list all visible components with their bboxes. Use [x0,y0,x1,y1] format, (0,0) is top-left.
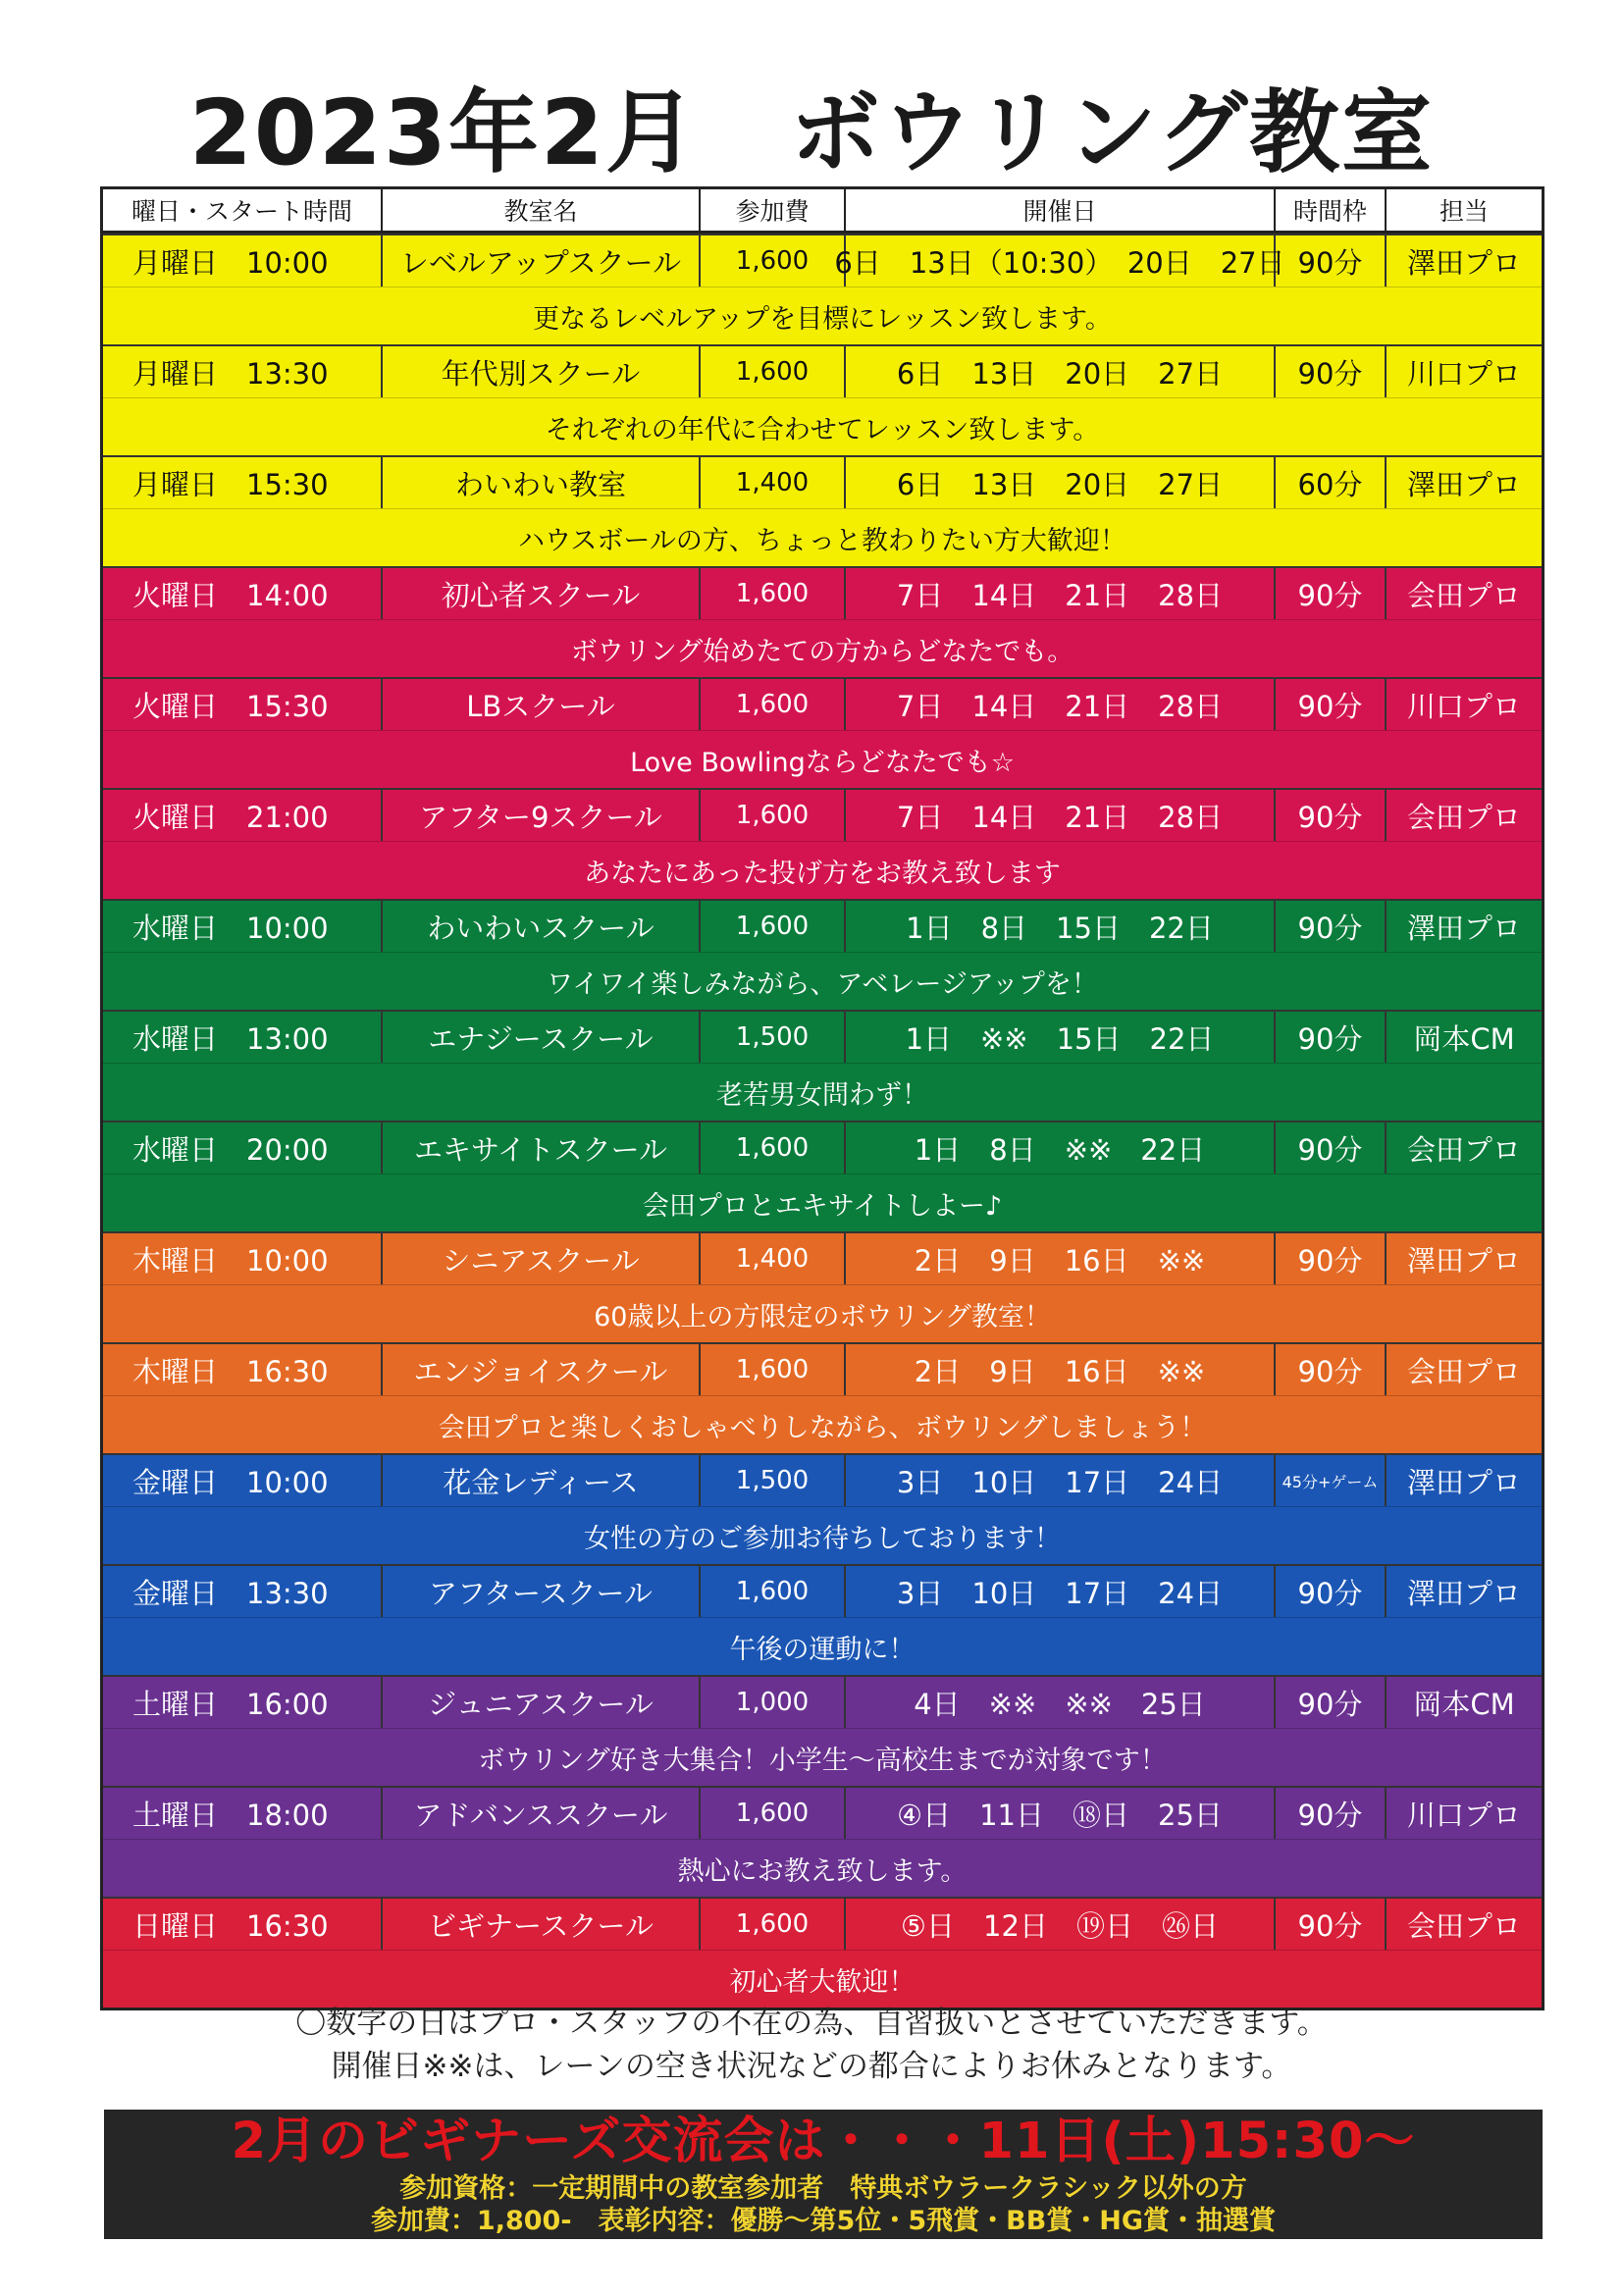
class-block [103,1786,1542,1897]
dates-cell: 1日 ※※ 15日 22日 [846,1012,1276,1063]
fee-cell: 1,600 [701,568,846,619]
fee-cell: 1,600 [701,235,846,287]
dates-cell: 1日 8日 15日 22日 [846,901,1276,952]
time-frame-cell: 45分+ゲーム [1276,1455,1387,1506]
instructor-cell: 澤田プロ [1406,1465,1521,1499]
fee-cell: 1,600 [701,679,846,730]
fee-cell: 1,500 [701,1455,846,1506]
class-name-cell: 花金レディース [383,1455,701,1506]
class-description: 午後の運動に！ [103,1617,1542,1675]
table-header [103,189,1542,234]
day-time-cell: 月曜日 15:30 [103,457,383,508]
class-description: ハウスボールの方、ちょっと教わりたい方大歓迎！ [103,508,1542,566]
class-name-cell: わいわいスクール [383,901,701,952]
class-description: ボウリング好き大集合！小学生～高校生までが対象です！ [103,1728,1542,1786]
event-headline: 2月のビギナーズ交流会は・・・11日(土)15:30～ [231,2113,1416,2170]
class-block [103,677,1542,788]
dates-cell: 6日 13日（10:30） 20日 27日 [846,235,1276,287]
class-name-cell: エンジョイスクール [383,1344,701,1395]
day-time-cell: 月曜日 10:00 [103,235,383,287]
time-frame-cell: 90分 [1276,1344,1387,1395]
class-block [103,1564,1542,1675]
fee-cell: 1,600 [701,1344,846,1395]
day-time-cell: 火曜日 15:30 [103,679,383,730]
instructor-cell: 会田プロ [1406,578,1521,612]
day-time-cell: 土曜日 16:00 [103,1677,383,1728]
day-time-cell: 水曜日 20:00 [103,1122,383,1174]
time-frame-cell: 90分 [1276,1566,1387,1617]
class-description: あなたにあった投げ方をお教え致します [103,841,1542,899]
header-frame: 時間枠 [1276,189,1387,231]
time-frame-cell: 90分 [1276,1899,1387,1950]
day-time-cell: 木曜日 16:30 [103,1344,383,1395]
dates-cell: 6日 13日 20日 27日 [846,346,1276,397]
table-row [103,788,1542,841]
day-time-cell: 火曜日 14:00 [103,568,383,619]
class-name-cell: ビギナースクール [383,1899,701,1950]
fee-cell: 1,000 [701,1677,846,1728]
header-class-name: 教室名 [383,189,701,231]
instructor-cell: 会田プロ [1406,1132,1521,1167]
table-body [103,234,1542,2008]
class-description: 熱心にお教え致します。 [103,1839,1542,1897]
instructor-cell: 澤田プロ [1406,245,1521,280]
day-time-cell: 金曜日 13:30 [103,1566,383,1617]
fee-cell: 1,600 [701,1566,846,1617]
instructor-cell: 澤田プロ [1406,1243,1521,1278]
time-frame-cell: 90分 [1276,1788,1387,1839]
class-description: 会田プロとエキサイトしよー♪ [103,1174,1542,1231]
fee-cell: 1,600 [701,1788,846,1839]
event-fee-awards: 参加費：1,800- 表彰内容：優勝～第5位・5飛賞・BB賞・HG賞・抽選賞 [370,2206,1277,2236]
time-frame-cell: 90分 [1276,1677,1387,1728]
day-time-cell: 水曜日 10:00 [103,901,383,952]
table-row [103,1897,1542,1950]
dates-cell: ④日 11日 ⑱日 25日 [846,1788,1276,1839]
class-name-cell: アフター9スクール [383,790,701,841]
fee-cell: 1,600 [701,790,846,841]
class-description: ワイワイ楽しみながら、アベレージアップを！ [103,952,1542,1010]
time-frame-cell: 90分 [1276,1122,1387,1174]
table-row [103,1675,1542,1728]
class-description: Love Bowlingならどなたでも☆ [103,730,1542,788]
table-row [103,566,1542,619]
notes [0,2002,1623,2088]
class-name-cell: アフタースクール [383,1566,701,1617]
class-name-cell: ジュニアスクール [383,1677,701,1728]
table-row [103,344,1542,397]
instructor-cell: 澤田プロ [1406,911,1521,945]
day-time-cell: 木曜日 10:00 [103,1233,383,1284]
class-name-cell: わいわい教室 [383,457,701,508]
header-dates: 開催日 [846,189,1276,231]
class-block [103,788,1542,899]
dates-cell: 7日 14日 21日 28日 [846,679,1276,730]
fee-cell: 1,600 [701,1122,846,1174]
class-block [103,455,1542,566]
time-frame-cell: 60分 [1276,457,1387,508]
header-day-time: 曜日・スタート時間 [103,189,383,231]
note-circled-numbers: 〇数字の日はプロ・スタッフの不在の為、自習扱いとさせていただきます。 [295,2006,1328,2041]
table-row [103,1231,1542,1284]
class-description: それぞれの年代に合わせてレッスン致します。 [103,397,1542,455]
class-block [103,1121,1542,1231]
class-name-cell: LBスクール [383,679,701,730]
day-time-cell: 金曜日 10:00 [103,1455,383,1506]
time-frame-cell: 90分 [1276,790,1387,841]
class-block [103,1342,1542,1453]
header-instructor: 担当 [1439,197,1489,226]
instructor-cell: 岡本CM [1413,1687,1515,1721]
fee-cell: 1,500 [701,1012,846,1063]
instructor-cell: 会田プロ [1406,1908,1521,1943]
time-frame-cell: 90分 [1276,679,1387,730]
dates-cell: ⑤日 12日 ⑲日 ㉖日 [846,1899,1276,1950]
table-row [103,899,1542,952]
dates-cell: 4日 ※※ ※※ 25日 [846,1677,1276,1728]
note-asterisks: 開催日※※は、レーンの空き状況などの都合によりお休みとなります。 [331,2049,1292,2084]
instructor-cell: 会田プロ [1406,800,1521,834]
header-fee: 参加費 [701,189,846,231]
class-description: 老若男女問わず！ [103,1063,1542,1121]
class-block [103,1010,1542,1121]
time-frame-cell: 90分 [1276,1012,1387,1063]
class-description: 会田プロと楽しくおしゃべりしながら、ボウリングしましょう！ [103,1395,1542,1453]
dates-cell: 2日 9日 16日 ※※ [846,1233,1276,1284]
fee-cell: 1,600 [701,901,846,952]
table-row [103,234,1542,287]
table-row [103,1453,1542,1506]
day-time-cell: 火曜日 21:00 [103,790,383,841]
class-block [103,566,1542,677]
class-schedule-table [100,186,1544,2010]
class-name-cell: 初心者スクール [383,568,701,619]
class-block [103,234,1542,344]
time-frame-cell: 90分 [1276,901,1387,952]
table-row [103,677,1542,730]
class-description: 女性の方のご参加お待ちしております！ [103,1506,1542,1564]
day-time-cell: 日曜日 16:30 [103,1899,383,1950]
class-block [103,1231,1542,1342]
class-block [103,1897,1542,2008]
class-name-cell: エナジースクール [383,1012,701,1063]
class-name-cell: 年代別スクール [383,346,701,397]
day-time-cell: 月曜日 13:30 [103,346,383,397]
instructor-cell: 川口プロ [1406,1798,1521,1832]
class-description: ボウリング始めたての方からどなたでも。 [103,619,1542,677]
class-description: 更なるレベルアップを目標にレッスン致します。 [103,287,1542,344]
table-row [103,1786,1542,1839]
class-block [103,1675,1542,1786]
class-name-cell: レベルアップスクール [383,235,701,287]
table-row [103,1564,1542,1617]
time-frame-cell: 90分 [1276,1233,1387,1284]
fee-cell: 1,400 [701,1233,846,1284]
instructor-cell: 澤田プロ [1406,467,1521,501]
class-block [103,899,1542,1010]
class-description: 初心者大歓迎！ [103,1950,1542,2008]
instructor-cell: 川口プロ [1406,356,1521,391]
beginners-event-banner [104,2110,1543,2239]
instructor-cell: 岡本CM [1413,1021,1515,1056]
table-row [103,455,1542,508]
fee-cell: 1,600 [701,1899,846,1950]
class-block [103,344,1542,455]
dates-cell: 2日 9日 16日 ※※ [846,1344,1276,1395]
class-name-cell: エキサイトスクール [383,1122,701,1174]
dates-cell: 7日 14日 21日 28日 [846,568,1276,619]
day-time-cell: 土曜日 18:00 [103,1788,383,1839]
instructor-cell: 会田プロ [1406,1354,1521,1388]
day-time-cell: 水曜日 13:00 [103,1012,383,1063]
class-name-cell: アドバンススクール [383,1788,701,1839]
dates-cell: 7日 14日 21日 28日 [846,790,1276,841]
class-block [103,1453,1542,1564]
class-name-cell: シニアスクール [383,1233,701,1284]
table-row [103,1010,1542,1063]
fee-cell: 1,600 [701,346,846,397]
table-row [103,1342,1542,1395]
instructor-cell: 川口プロ [1406,689,1521,723]
page-title: 2023年2月 ボウリング教室 [188,80,1435,185]
event-eligibility: 参加資格：一定期間中の教室参加者 特典ボウラークラシック以外の方 [399,2173,1247,2204]
class-description: 60歳以上の方限定のボウリング教室！ [103,1284,1542,1342]
table-row [103,1121,1542,1174]
dates-cell: 1日 8日 ※※ 22日 [846,1122,1276,1174]
time-frame-cell: 90分 [1276,235,1387,287]
dates-cell: 3日 10日 17日 24日 [846,1566,1276,1617]
dates-cell: 3日 10日 17日 24日 [846,1455,1276,1506]
dates-cell: 6日 13日 20日 27日 [846,457,1276,508]
time-frame-cell: 90分 [1276,346,1387,397]
time-frame-cell: 90分 [1276,568,1387,619]
instructor-cell: 澤田プロ [1406,1576,1521,1610]
fee-cell: 1,400 [701,457,846,508]
